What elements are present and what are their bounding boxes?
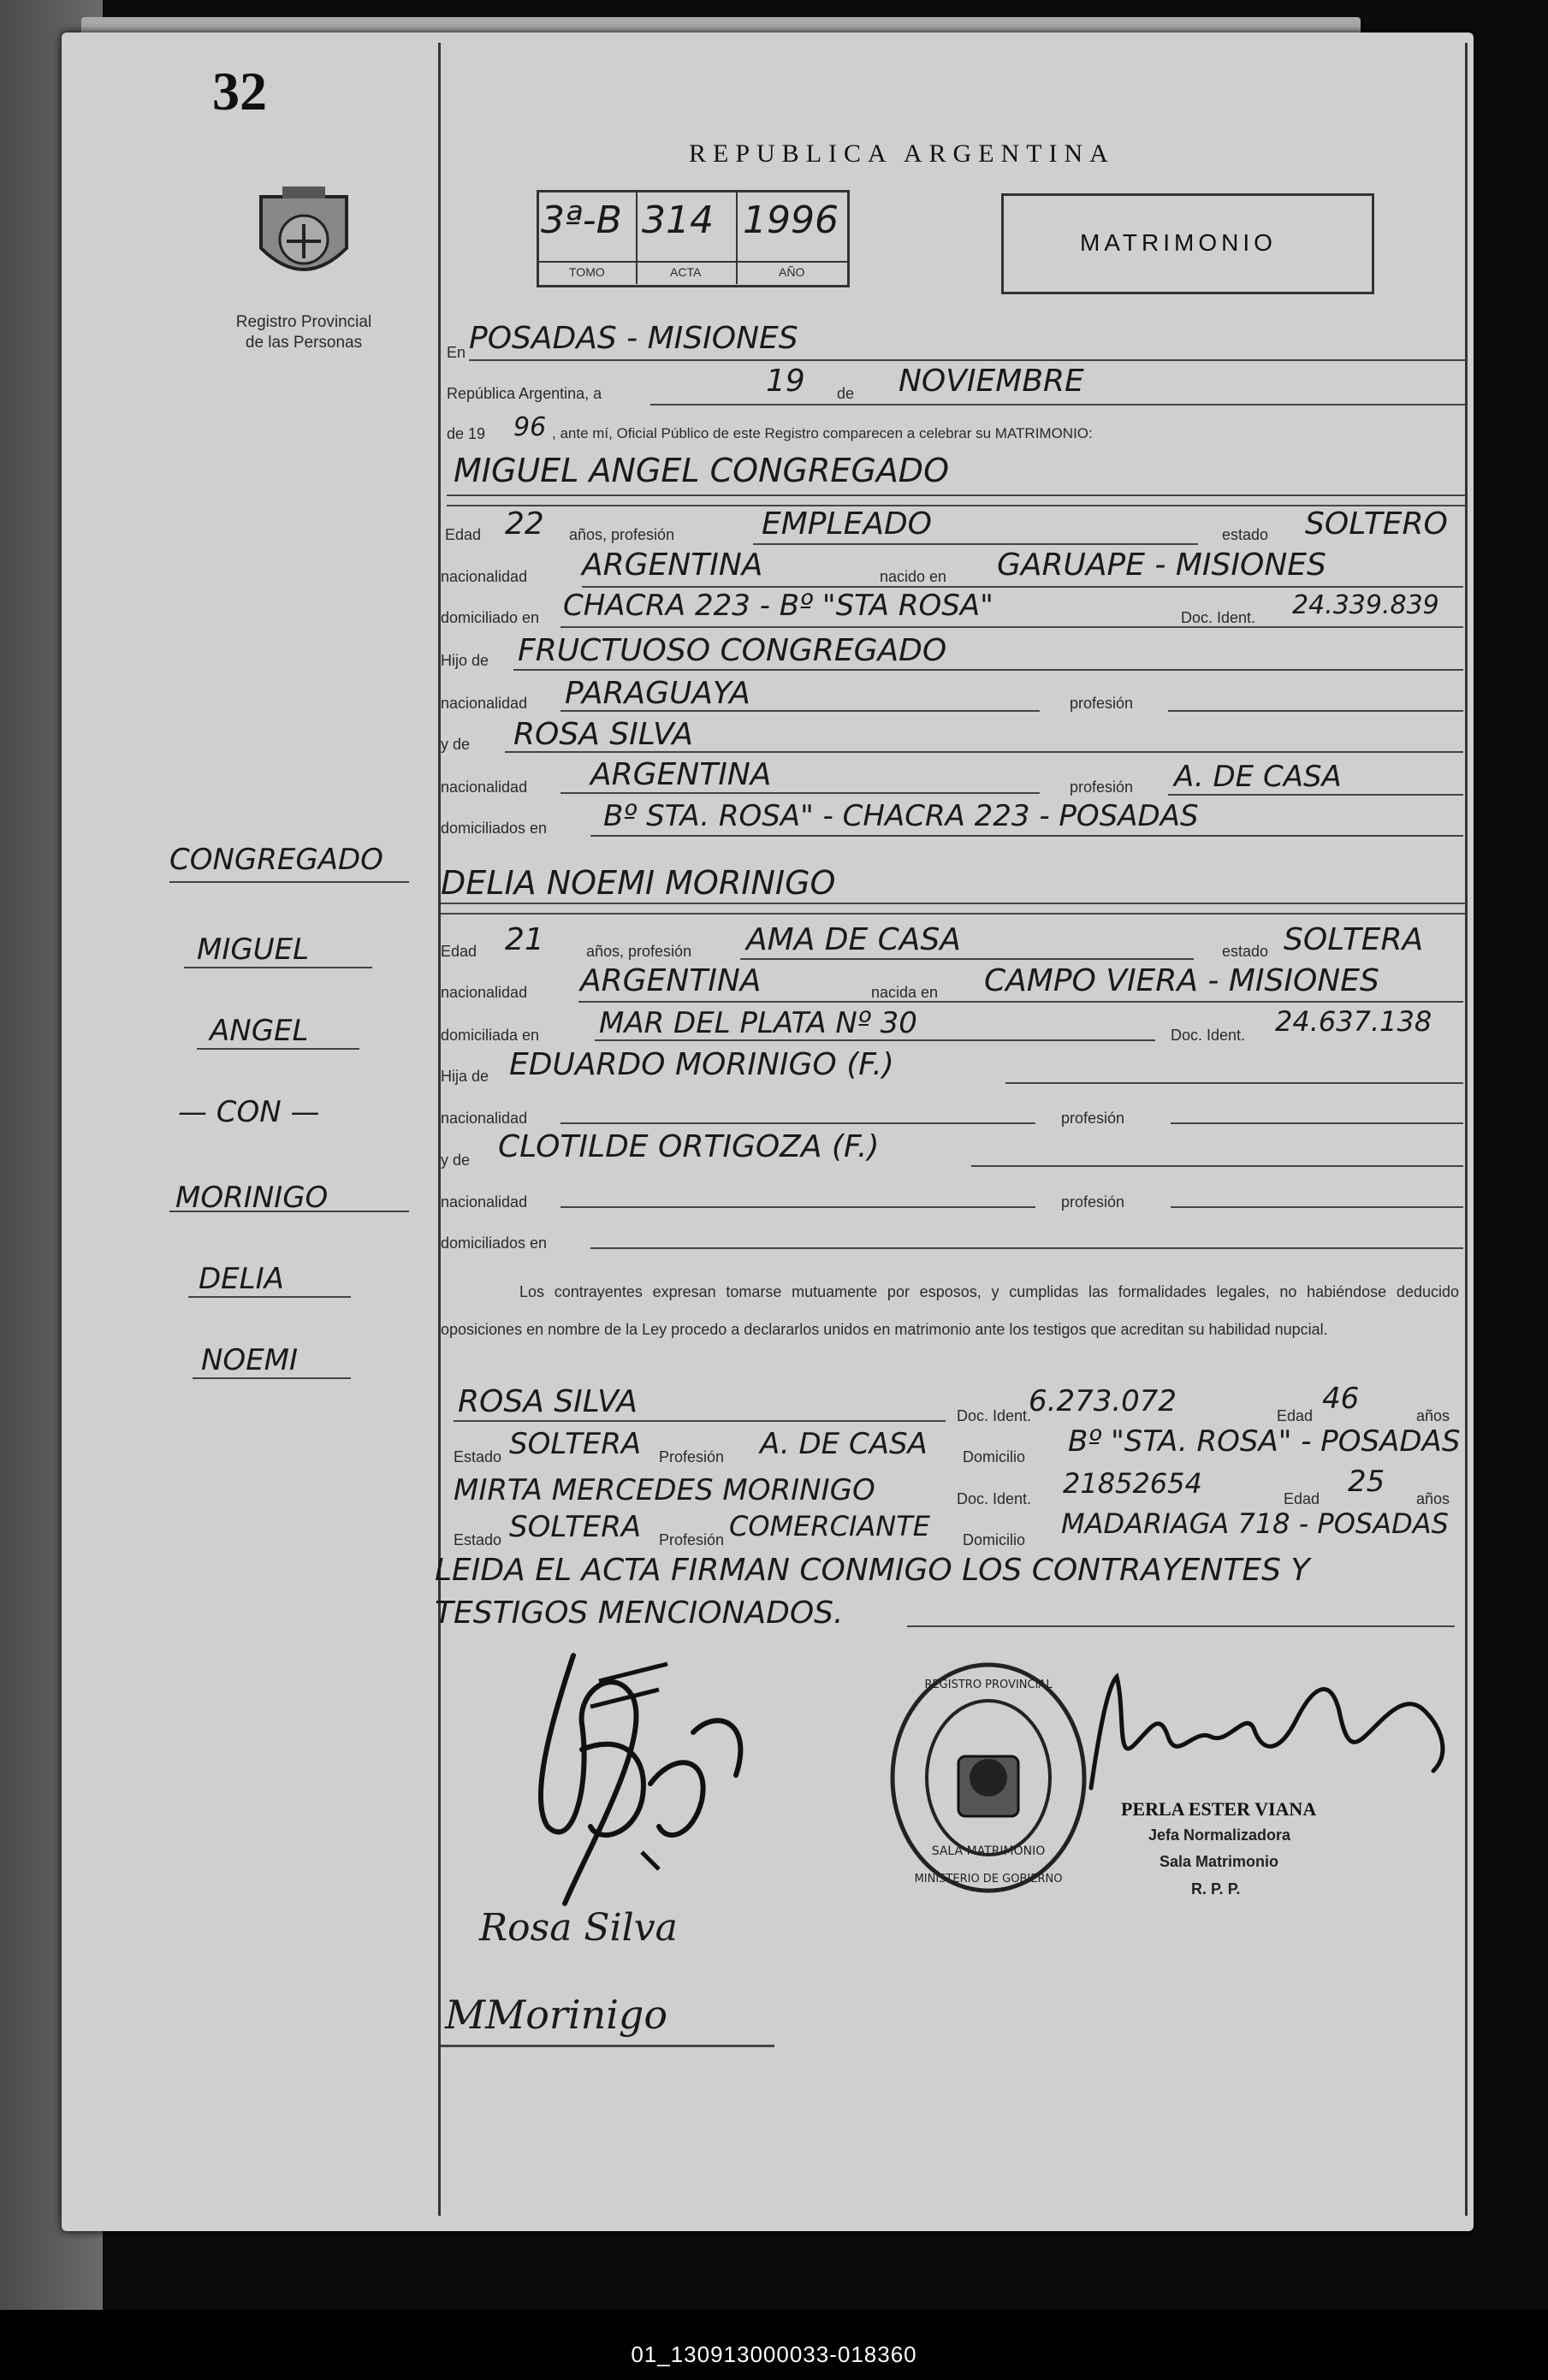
acta-value: 314	[642, 198, 714, 242]
bride-profesion: AMA DE CASA	[746, 922, 961, 957]
margin-name-7: NOEMI	[201, 1343, 299, 1377]
groom-padres-dom: Bº STA. ROSA" - CHACRA 223 - POSADAS	[603, 799, 1199, 833]
declaration-text: Los contrayentes expresan tomarse mutuamente por esposos, y cumplidas las formalidades legales, no habiéndose deducido oposiciones en nombre de la Ley procedo a declararlos unidos en matrimonio ante los testigos que acreditan su habilidad nupcial.	[441, 1283, 1459, 1338]
witness1-dom-label: Domicilio	[963, 1448, 1026, 1465]
witness1-prof-label: Profesión	[659, 1448, 725, 1465]
margin-name-4: — CON —	[178, 1095, 320, 1129]
registry-emblem-icon	[252, 180, 355, 291]
bride-nac-label: nacionalidad	[441, 984, 528, 1001]
official-title-1: Jefa Normalizadora	[1148, 1826, 1291, 1844]
country-title: REPUBLICA ARGENTINA	[689, 139, 1115, 168]
witness1-estado: SOLTERA	[509, 1427, 642, 1461]
document-id: 01_130913000033-018360	[631, 2342, 917, 2367]
groom-madre-nac-label: nacionalidad	[441, 779, 528, 796]
document-type: MATRIMONIO	[1080, 229, 1277, 256]
margin-divider	[438, 43, 441, 2216]
bride-yde-label: y de	[441, 1152, 471, 1169]
groom-madre-prof: A. DE CASA	[1174, 760, 1342, 794]
margin-name-5: MORINIGO	[175, 1181, 329, 1215]
witness1-anos-label: años	[1416, 1407, 1450, 1424]
bride-estado-label: estado	[1222, 943, 1269, 960]
bride-hija-label: Hija de	[441, 1068, 489, 1085]
witness2-prof: COMERCIANTE	[729, 1510, 930, 1542]
groom-dom-label: domiciliado en	[441, 609, 540, 626]
groom-nac-label: nacionalidad	[441, 568, 528, 585]
tomo-value: 3ª-B	[541, 198, 622, 242]
margin-name-3: ANGEL	[210, 1014, 309, 1048]
intro-sentence: , ante mí, Oficial Público de este Registro comparecen a celebrar su MATRIMONIO:	[552, 425, 1093, 441]
groom-domicilio: CHACRA 223 - Bº "STA ROSA"	[563, 589, 993, 623]
year-prefix: de 19	[447, 425, 486, 442]
closing-line-2: TESTIGOS MENCIONADOS.	[435, 1596, 844, 1631]
groom-nacido-en: GARUAPE - MISIONES	[997, 548, 1326, 583]
bride-anos-label: años, profesión	[586, 943, 692, 960]
de-label: de	[837, 385, 855, 402]
bride-doc: 24.637.138	[1275, 1005, 1432, 1038]
day: 19	[766, 364, 805, 399]
witness1-signature: Rosa Silva	[479, 1906, 678, 1950]
svg-text:SALA MATRIMONIO: SALA MATRIMONIO	[931, 1844, 1046, 1858]
witness2-doc-label: Doc. Ident.	[957, 1490, 1032, 1507]
groom-doc-label: Doc. Ident.	[1181, 609, 1256, 626]
groom-edad: 22	[505, 506, 544, 542]
witness2-dom-label: Domicilio	[963, 1531, 1026, 1548]
year-suffix: 96	[513, 412, 547, 442]
official-title-2: Sala Matrimonio	[1160, 1853, 1279, 1870]
bride-padre: EDUARDO MORINIGO (F.)	[509, 1047, 894, 1082]
groom-yde-label: y de	[441, 736, 471, 753]
witness2-estado: SOLTERA	[509, 1510, 642, 1544]
witness2-edad: 25	[1348, 1465, 1385, 1499]
margin-name-1: CONGREGADO	[169, 843, 383, 877]
bride-dom-label: domiciliada en	[441, 1027, 540, 1044]
groom-name: MIGUEL ANGEL CONGREGADO	[454, 452, 949, 489]
bride-nacida-label: nacida en	[871, 984, 939, 1001]
margin-name-2: MIGUEL	[197, 932, 310, 967]
groom-nacionalidad: ARGENTINA	[582, 548, 763, 583]
witness1-dom: Bº "STA. ROSA" - POSADAS	[1068, 1424, 1461, 1459]
witness1-edad: 46	[1322, 1382, 1360, 1416]
bride-estado: SOLTERA	[1284, 922, 1424, 957]
groom-padre-nac: PARAGUAYA	[565, 676, 750, 711]
right-border	[1465, 43, 1468, 2216]
bride-nacida-en: CAMPO VIERA - MISIONES	[984, 963, 1379, 998]
groom-padre-prof-label: profesión	[1070, 695, 1134, 712]
groom-estado-label: estado	[1222, 526, 1269, 543]
groom-madre-prof-label: profesión	[1070, 779, 1134, 796]
page-number: 32	[212, 61, 267, 121]
bride-padre-prof-label: profesión	[1061, 1110, 1125, 1127]
groom-madre: ROSA SILVA	[513, 717, 693, 752]
groom-estado: SOLTERO	[1305, 506, 1448, 542]
registry-name: Registro Provincial de las Personas	[235, 313, 372, 352]
witness2-edad-label: Edad	[1284, 1490, 1320, 1507]
bride-edad: 21	[505, 922, 544, 957]
groom-hijo-label: Hijo de	[441, 652, 489, 669]
groom-doc: 24.339.839	[1292, 590, 1439, 620]
ano-value: 1996	[743, 198, 839, 242]
groom-padre: FRUCTUOSO CONGREGADO	[518, 633, 947, 668]
witness1-edad-label: Edad	[1277, 1407, 1314, 1424]
bride-nacionalidad: ARGENTINA	[580, 963, 762, 998]
bride-madre-prof-label: profesión	[1061, 1193, 1125, 1211]
official-signature	[1082, 1660, 1468, 1805]
groom-nacido-label: nacido en	[880, 568, 947, 585]
place: POSADAS - MISIONES	[469, 321, 798, 356]
margin-name-6: DELIA	[199, 1262, 284, 1296]
bride-madre: CLOTILDE ORTIGOZA (F.)	[498, 1129, 880, 1164]
official-seal	[886, 1658, 1091, 1897]
official-name: PERLA ESTER VIANA	[1121, 1798, 1317, 1820]
bride-domicilio: MAR DEL PLATA Nº 30	[599, 1006, 917, 1040]
groom-edad-label: Edad	[445, 526, 482, 543]
groom-profesion: EMPLEADO	[762, 506, 933, 542]
svg-text:REGISTRO PROVINCIAL: REGISTRO PROVINCIAL	[924, 1678, 1053, 1691]
en-label: En	[447, 344, 466, 361]
witness2-name: MIRTA MERCEDES MORINIGO	[454, 1473, 875, 1507]
bride-padre-nac-label: nacionalidad	[441, 1110, 528, 1127]
witness2-signature: MMorinigo	[445, 1992, 668, 2038]
groom-madre-nac: ARGENTINA	[590, 757, 772, 792]
bride-doc-label: Doc. Ident.	[1171, 1027, 1246, 1044]
republica-label: República Argentina, a	[447, 385, 602, 402]
groom-anos-label: años, profesión	[569, 526, 675, 543]
witness2-estado-label: Estado	[454, 1531, 502, 1548]
witness2-dom: MADARIAGA 718 - POSADAS	[1061, 1507, 1449, 1540]
bride-edad-label: Edad	[441, 943, 477, 960]
groom-padre-nac-label: nacionalidad	[441, 695, 528, 712]
witness1-doc-label: Doc. Ident.	[957, 1407, 1032, 1424]
witness2-doc: 21852654	[1063, 1467, 1202, 1500]
witness2-prof-label: Profesión	[659, 1531, 725, 1548]
witness1-name: ROSA SILVA	[458, 1384, 638, 1419]
acta-label: ACTA	[670, 265, 702, 279]
contrayentes-signature	[513, 1630, 770, 1921]
bride-padres-dom-label: domiciliados en	[441, 1234, 548, 1252]
witness1-doc: 6.273.072	[1029, 1384, 1177, 1418]
closing-line-1: LEIDA EL ACTA FIRMAN CONMIGO LOS CONTRAYENTES Y	[435, 1553, 1310, 1588]
groom-padres-dom-label: domiciliados en	[441, 820, 548, 837]
witness2-anos-label: años	[1416, 1490, 1450, 1507]
bride-madre-nac-label: nacionalidad	[441, 1193, 528, 1211]
witness1-prof: A. DE CASA	[760, 1427, 928, 1461]
ano-label: AÑO	[779, 265, 805, 279]
tomo-label: TOMO	[569, 265, 605, 279]
svg-text:MINISTERIO DE GOBIERNO: MINISTERIO DE GOBIERNO	[914, 1873, 1063, 1886]
official-title-3: R. P. P.	[1191, 1880, 1241, 1897]
month: NOVIEMBRE	[899, 364, 1084, 399]
witness1-estado-label: Estado	[454, 1448, 502, 1465]
bride-name: DELIA NOEMI MORINIGO	[441, 864, 836, 902]
